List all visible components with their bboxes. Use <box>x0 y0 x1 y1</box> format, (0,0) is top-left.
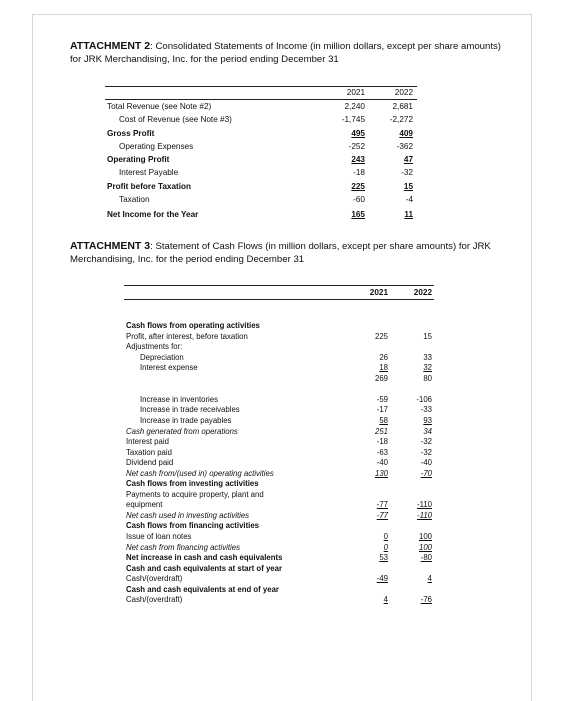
year-2021-header: 2021 <box>369 288 388 297</box>
attachment-3-title: : Statement of Cash Flows (in million dollars, except per share amounts) for JRK Merchandising, Inc. for the period ending December 31 <box>70 241 491 265</box>
table-row: Payments to acquire property, plant and <box>126 489 264 499</box>
table-row: Increase in trade payables 58 93 <box>140 416 432 426</box>
table-row: Increase in trade receivables -17 -33 <box>140 405 432 415</box>
year-2021-header: 2021 <box>346 88 365 97</box>
table-row: Dividend paid -40 -40 <box>126 458 432 468</box>
table-row: Net cash from financing activities 0 100 <box>126 542 432 552</box>
attachment-2-label: ATTACHMENT 2 <box>70 40 151 52</box>
cash-flow-table <box>124 285 434 606</box>
table-row: Operating Expenses -252 -362 <box>119 141 413 151</box>
table-row: Profit before Taxation 225 15 <box>107 181 413 191</box>
table-row: Cash flows from financing activities <box>126 521 260 531</box>
table-row: Net increase in cash and cash equivalents 53 -80 <box>126 553 432 563</box>
table-row: Increase in inventories -59 -106 <box>140 394 432 404</box>
attachment-3-label: ATTACHMENT 3 <box>70 240 151 252</box>
table-row: Gross Profit 495 409 <box>107 128 413 138</box>
table-row <box>124 384 434 395</box>
cash-flow-table-header <box>124 286 434 300</box>
table-row: Taxation -60 -4 <box>119 195 413 205</box>
table-row: Issue of loan notes 0 100 <box>126 532 432 542</box>
attachment-3-heading <box>70 240 510 266</box>
table-row: Net cash used in investing activities -77 -110 <box>126 510 432 520</box>
attachment-2-title: : Consolidated Statements of Income (in million dollars, except per share amounts) for JRK Merchandising, Inc. for the period ending December 31 <box>70 41 501 65</box>
table-row: Interest Payable -18 -32 <box>119 168 413 178</box>
table-row: 269 80 <box>374 373 432 383</box>
table-row: Taxation paid -63 -32 <box>126 447 432 457</box>
table-row: Net cash from/(used in) operating activities 130 -70 <box>126 468 432 478</box>
table-row <box>124 311 434 322</box>
table-row: Cash/(overdraft) 4 -76 <box>126 595 432 605</box>
table-row: Operating Profit 243 47 <box>107 155 413 165</box>
table-row: Cash flows from operating activities <box>126 321 260 331</box>
table-row: Interest expense 18 32 <box>140 363 432 373</box>
attachment-2-heading <box>70 40 510 66</box>
table-row: Interest paid -18 -32 <box>126 437 432 447</box>
year-2022-header: 2022 <box>413 288 432 297</box>
table-row: Cash and cash equivalents at start of year <box>126 563 282 573</box>
table-row: Cash and cash equivalents at end of year <box>126 584 279 594</box>
table-row: equipment -77 -110 <box>126 500 432 510</box>
table-row <box>124 300 434 311</box>
table-row: Cost of Revenue (see Note #3) -1,745 -2,272 <box>119 115 413 125</box>
income-table-header <box>105 87 417 100</box>
table-row: Cash flows from investing activities <box>126 479 259 489</box>
table-row: Net Income for the Year 165 11 <box>107 210 413 220</box>
table-row: Profit, after interest, before taxation 225 15 <box>126 331 432 341</box>
table-row: Adjustments for: <box>126 342 183 352</box>
income-statement-table <box>105 86 417 222</box>
table-row: Total Revenue (see Note #2) 2,240 2,681 <box>107 102 413 111</box>
table-row: Cash generated from operations 251 34 <box>126 426 432 436</box>
table-row: Cash/(overdraft) -49 4 <box>126 574 432 584</box>
table-row: Depreciation 26 33 <box>140 352 432 362</box>
year-2022-header: 2022 <box>394 88 413 97</box>
